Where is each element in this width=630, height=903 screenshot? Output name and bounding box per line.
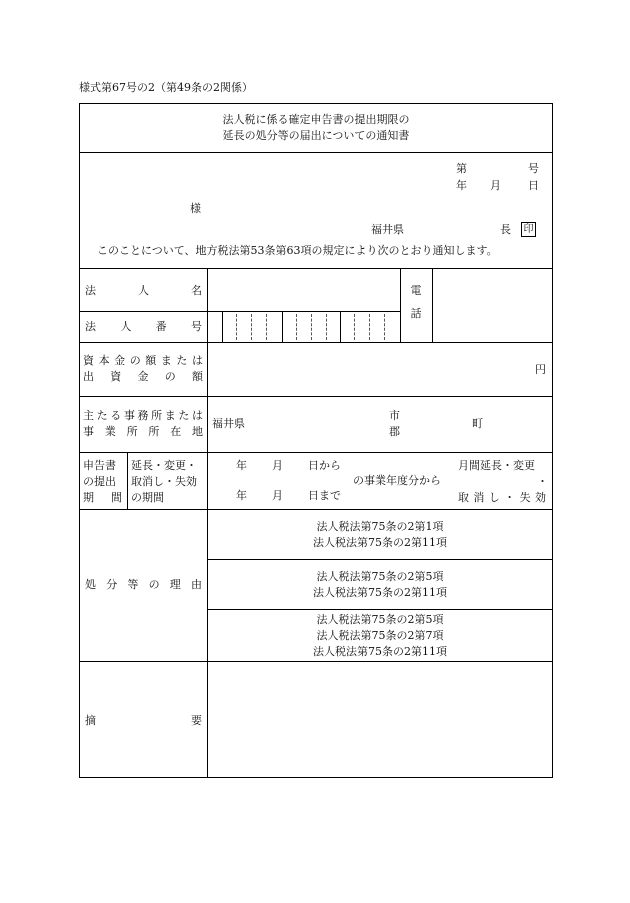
to-nen: 年 [236,489,247,502]
date-nen: 年 [456,179,467,192]
filing-sub-1: 延長・変更・ [131,459,197,472]
form-title-line1: 法人税に係る確定申告書の提出期限の [222,113,410,126]
phone-label-2: 話 [410,307,422,320]
reason-g3-line2: 法人税法第75条の2第7項 [316,629,444,642]
addressee-sama: 様 [190,202,201,215]
filing-label-3: 期 間 [83,491,122,504]
from-tsuki: 月 [272,459,283,472]
reason-g1-line1: 法人税法第75条の2第1項 [316,520,444,533]
fiscal-year-text: の事業年度分から [353,474,441,487]
extension-type-dot: ・ [537,475,548,488]
corp-name-label: 法 人 名 [85,284,202,297]
issuer-cho: 長 [500,223,511,236]
filing-sub-3: の期間 [131,491,164,504]
filing-label-2: の提出 [83,475,116,488]
number-go: 号 [528,162,539,175]
office-label-1: 主 た る 事 務 所 ま た は [83,409,203,422]
extension-type-2: 取 消 し ・ 失 効 [458,491,546,504]
date-tsuki: 月 [490,179,501,192]
capital-label-1: 資 本 金 の 額 ま た は [83,354,203,367]
corp-number-label: 法 人 番 号 [85,320,202,333]
reason-g3-line3: 法人税法第75条の2第11項 [313,645,447,658]
to-tsuki: 月 [272,489,283,502]
number-dai: 第 [456,162,467,175]
from-nen: 年 [236,459,247,472]
office-machi: 町 [472,417,483,430]
reason-label: 処 分 等 の 理 由 [85,578,202,591]
capital-unit-yen: 円 [535,363,546,376]
from-hi: 日から [308,459,341,472]
reason-g3-line1: 法人税法第75条の2第5項 [316,613,444,626]
form-title-line2: 延長の処分等の届出についての通知書 [222,129,410,142]
date-hi: 日 [528,179,539,192]
filing-sub-2: 取消し・失効 [131,475,197,488]
summary-label-2: 要 [191,714,202,727]
office-gun: 郡 [389,425,400,438]
reason-g2-line2: 法人税法第75条の2第11項 [313,586,447,599]
issuer-name: 福井県 [371,223,404,236]
to-hi: 日まで [308,489,341,502]
reason-g1-line2: 法人税法第75条の2第11項 [313,536,447,549]
notice-body-text: このことについて、地方税法第53条第63項の規定により次のとおり通知します。 [97,244,498,257]
extension-type-1: 月間延長・変更 [458,459,535,472]
office-shi: 市 [389,409,400,422]
phone-label-1: 電 [410,284,422,297]
form-id: 様式第67号の2（第49条の2関係） [79,81,253,94]
seal-mark: 印 [521,222,536,237]
summary-label-1: 摘 [85,714,96,727]
office-label-2: 事 業 所 所 在 地 [83,425,203,438]
filing-label-1: 申告書 [83,459,116,472]
reason-g2-line1: 法人税法第75条の2第5項 [316,570,444,583]
capital-label-2: 出 資 金 の 額 [83,370,203,383]
office-prefecture: 福井県 [212,417,245,430]
